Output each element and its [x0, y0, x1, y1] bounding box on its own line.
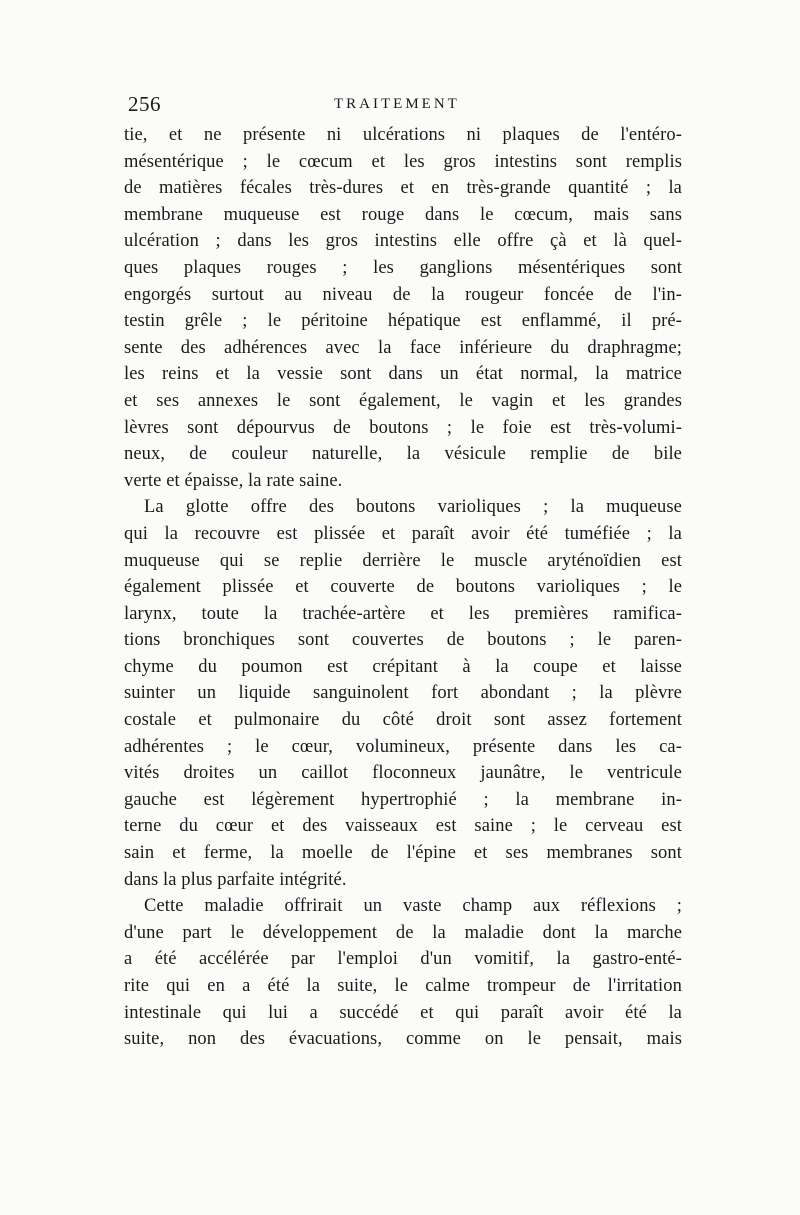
text-line: suinter un liquide sanguinolent fort abondant ; la plèvre: [124, 683, 682, 704]
text-line: d'une part le développement de la maladie dont la marche: [124, 922, 682, 943]
text-line: tions bronchiques sont couvertes de boutons ; le paren-: [124, 630, 682, 651]
text-line: et ses annexes le sont également, le vagin et les grandes: [124, 390, 682, 411]
text-line: sain et ferme, la moelle de l'épine et ses membranes sont: [124, 843, 682, 864]
text-line: terne du cœur et des vaisseaux est saine ; le cerveau est: [124, 816, 682, 837]
text-line: suite, non des évacuations, comme on le pensait, mais: [124, 1029, 682, 1050]
text-line: neux, de couleur naturelle, la vésicule remplie de bile: [124, 444, 682, 465]
text-line: larynx, toute la trachée-artère et les premières ramifica-: [124, 603, 682, 624]
text-line: dans la plus parfaite intégrité.: [124, 869, 347, 890]
text-line: rite qui en a été la suite, le calme trompeur de l'irritation: [124, 976, 682, 996]
text-line: intestinale qui lui a succédé et qui paraît avoir été la: [124, 1002, 682, 1023]
body-text: [124, 122, 682, 1053]
text-line: ulcération ; dans les gros intestins elle offre çà et là quel-: [124, 231, 682, 252]
text-line: engorgés surtout au niveau de la rougeur foncée de l'in-: [124, 284, 682, 305]
text-line: gauche est légèrement hypertrophié ; la membrane in-: [124, 789, 682, 810]
text-line: a été accélérée par l'emploi d'un vomitif, la gastro-enté-: [124, 949, 682, 970]
text-line: muqueuse qui se replie derrière le muscle aryténoïdien est: [124, 550, 682, 571]
text-line: lèvres sont dépourvus de boutons ; le foie est très-volumi-: [124, 417, 682, 438]
paragraph-start-line: Cette maladie offrirait un vaste champ aux réflexions ;: [144, 896, 682, 917]
text-line: adhérentes ; le cœur, volumineux, présente dans les ca-: [124, 736, 682, 757]
text-line: chyme du poumon est crépitant à la coupe et laisse: [124, 656, 682, 677]
text-line: également plissée et couverte de boutons varioliques ; le: [124, 577, 682, 598]
text-line: testin grêle ; le péritoine hépatique est enflammé, il pré-: [124, 311, 682, 332]
text-line: verte et épaisse, la rate saine.: [124, 470, 343, 491]
text-line: vités droites un caillot floconneux jaunâtre, le ventricule: [124, 763, 682, 784]
text-line: qui la recouvre est plissée et paraît avoir été tuméfiée ; la: [124, 523, 682, 544]
page-number: 256: [128, 92, 161, 116]
text-line: de matières fécales très-dures et en très-grande quantité ; la: [124, 178, 682, 199]
text-line: mésentérique ; le cœcum et les gros intestins sont remplis: [124, 151, 682, 172]
page-header: [124, 92, 682, 122]
text-line: membrane muqueuse est rouge dans le cœcum, mais sans: [124, 204, 682, 225]
text-line: costale et pulmonaire du côté droit sont assez fortement: [124, 710, 682, 731]
text-line: sente des adhérences avec la face inférieure du draphragme;: [124, 337, 682, 358]
text-line: ques plaques rouges ; les ganglions mésentériques sont: [124, 257, 682, 278]
text-line: les reins et la vessie sont dans un état normal, la matrice: [124, 364, 682, 385]
paragraph-start-line: La glotte offre des boutons varioliques ; la muqueuse: [144, 497, 682, 518]
text-line: tie, et ne présente ni ulcérations ni plaques de l'entéro-: [124, 125, 682, 145]
running-head: TRAITEMENT: [334, 96, 460, 112]
text-block: [124, 92, 682, 1053]
